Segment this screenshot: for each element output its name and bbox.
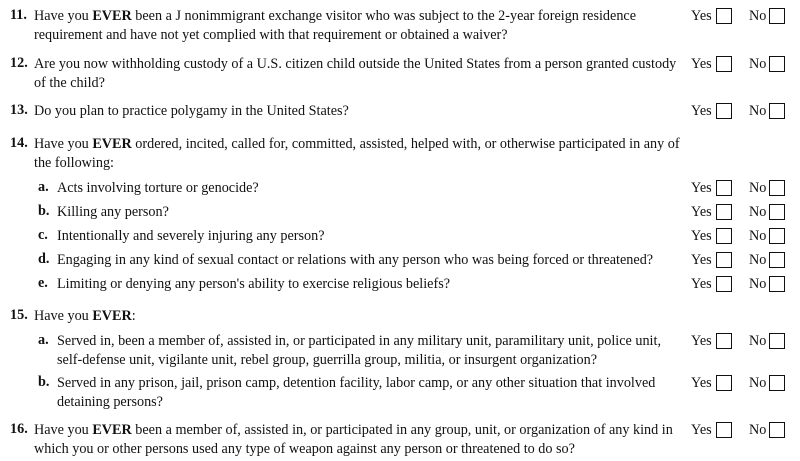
item-letter: b.: [38, 374, 50, 390]
no-label: No: [749, 56, 767, 72]
yes-label: Yes: [691, 375, 712, 391]
yes-checkbox[interactable]: [716, 228, 732, 244]
no-label: No: [749, 103, 767, 119]
item-letter: e.: [38, 275, 48, 291]
question-text: Have you EVER ordered, incited, called for, committed, assisted, helped with, or otherwise participated in any of the following:: [34, 136, 680, 171]
item-text: Served in, been a member of, assisted in, or participated in any military unit, paramilitary unit, police unit, self-defense unit, vigilante unit, rebel group, guerrilla group, militia, or insurgent organization?: [57, 333, 661, 368]
question-text: Have you EVER been a J nonimmigrant exchange visitor who was subject to the 2-year foreign residence requirement and have not yet complied with that requirement or obtained a waiver?: [34, 8, 637, 43]
yes-checkbox[interactable]: [716, 8, 732, 24]
yes-no-group: [0, 332, 800, 351]
question-text: Are you now withholding custody of a U.S. citizen child outside the United States from a person granted custody of the child?: [34, 56, 677, 91]
no-checkbox[interactable]: [769, 228, 785, 244]
emphasis-ever: EVER: [92, 308, 132, 324]
yes-label: Yes: [691, 276, 712, 292]
no-label: No: [749, 228, 767, 244]
no-checkbox[interactable]: [769, 204, 785, 220]
no-checkbox[interactable]: [769, 252, 785, 268]
item-text: Killing any person?: [57, 204, 169, 220]
yes-checkbox[interactable]: [716, 422, 732, 438]
item-letter: c.: [38, 227, 48, 243]
yes-no-group: [0, 203, 800, 222]
no-label: No: [749, 252, 767, 268]
yes-no-group: [0, 421, 800, 440]
item-text: Limiting or denying any person's ability to exercise religious beliefs?: [57, 276, 451, 292]
item-letter: a.: [38, 179, 49, 195]
yes-checkbox[interactable]: [716, 276, 732, 292]
no-checkbox[interactable]: [769, 8, 785, 24]
yes-label: Yes: [691, 103, 712, 119]
question-number: 12.: [10, 55, 28, 71]
yes-no-group: [0, 7, 800, 26]
yes-checkbox[interactable]: [716, 180, 732, 196]
emphasis-ever: EVER: [92, 422, 132, 438]
yes-checkbox[interactable]: [716, 56, 732, 72]
yes-no-group: [0, 251, 800, 270]
yes-label: Yes: [691, 228, 712, 244]
item-text: Intentionally and severely injuring any person?: [57, 228, 325, 244]
yes-label: Yes: [691, 204, 712, 220]
yes-label: Yes: [691, 8, 712, 24]
no-checkbox[interactable]: [769, 180, 785, 196]
yes-label: Yes: [691, 422, 712, 438]
item-text: Engaging in any kind of sexual contact or relations with any person who was being forced or threatened?: [57, 252, 654, 268]
no-label: No: [749, 375, 767, 391]
yes-label: Yes: [691, 333, 712, 349]
item-letter: a.: [38, 332, 49, 348]
question-number: 15.: [10, 307, 28, 323]
emphasis-ever: EVER: [92, 136, 132, 152]
yes-no-group: [0, 374, 800, 393]
no-checkbox[interactable]: [769, 276, 785, 292]
yes-no-group: [0, 55, 800, 74]
no-label: No: [749, 276, 767, 292]
yes-no-group: [0, 275, 800, 294]
emphasis-ever: EVER: [92, 8, 132, 24]
no-label: No: [749, 422, 767, 438]
no-label: No: [749, 180, 767, 196]
yes-label: Yes: [691, 180, 712, 196]
question-number: 13.: [10, 102, 28, 118]
no-label: No: [749, 333, 767, 349]
no-checkbox[interactable]: [769, 422, 785, 438]
question-text: Do you plan to practice polygamy in the United States?: [34, 103, 349, 119]
item-text: Acts involving torture or genocide?: [57, 180, 259, 196]
no-label: No: [749, 204, 767, 220]
item-text: Served in any prison, jail, prison camp, detention facility, labor camp, or any other situation that involved detaining persons?: [57, 375, 656, 410]
yes-no-group: [0, 179, 800, 198]
question-number: 16.: [10, 421, 28, 437]
no-checkbox[interactable]: [769, 375, 785, 391]
yes-no-group: [0, 102, 800, 121]
yes-checkbox[interactable]: [716, 252, 732, 268]
question-text: Have you EVER:: [34, 308, 136, 324]
yes-label: Yes: [691, 56, 712, 72]
yes-checkbox[interactable]: [716, 204, 732, 220]
no-checkbox[interactable]: [769, 56, 785, 72]
item-letter: b.: [38, 203, 50, 219]
no-label: No: [749, 8, 767, 24]
no-checkbox[interactable]: [769, 333, 785, 349]
yes-checkbox[interactable]: [716, 333, 732, 349]
question-number: 11.: [10, 7, 27, 23]
yes-label: Yes: [691, 252, 712, 268]
item-letter: d.: [38, 251, 50, 267]
question-text: Have you EVER been a member of, assisted in, or participated in any group, unit, or organization of any kind in which you or other persons used any type of weapon against any person or threatened to do so?: [34, 422, 673, 457]
yes-no-group: [0, 227, 800, 246]
question-number: 14.: [10, 135, 28, 151]
yes-checkbox[interactable]: [716, 375, 732, 391]
no-checkbox[interactable]: [769, 103, 785, 119]
yes-checkbox[interactable]: [716, 103, 732, 119]
